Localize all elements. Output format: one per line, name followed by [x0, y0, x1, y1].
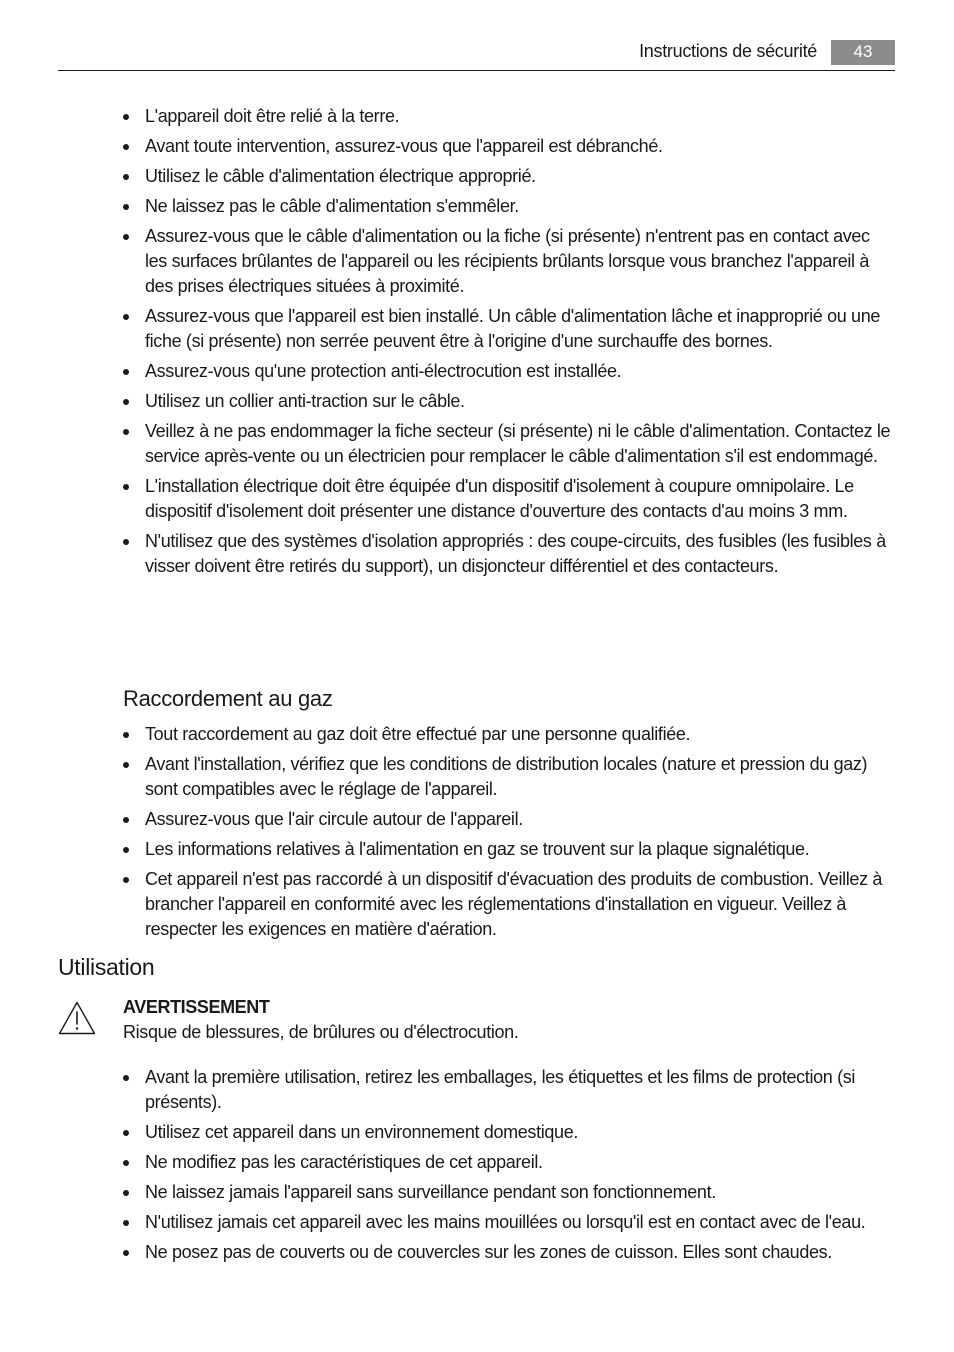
list-item: [123, 104, 895, 129]
bullet: [123, 144, 129, 150]
warning-text: Risque de blessures, de brûlures ou d'électrocution.: [123, 1022, 519, 1042]
safety-list-usage: [123, 1065, 895, 1270]
list-item: [123, 1240, 895, 1265]
bullet: [123, 762, 129, 768]
list-item-text: Utilisez cet appareil dans un environnement domestique.: [145, 1122, 579, 1142]
header-title: Instructions de sécurité: [639, 41, 817, 61]
warning-triangle-icon: [58, 1001, 96, 1035]
list-item-text: Assurez-vous que l'appareil est bien installé. Un câble d'alimentation lâche et inapproprié ou une fiche (si présente) non serrée peuvent être à l'origine d'une surchauffe des bornes.: [145, 306, 881, 351]
list-item-text: Assurez-vous que le câble d'alimentation ou la fiche (si présente) n'entrent pas en contact avec les surfaces brûlantes de l'appareil ou les récipients brûlants lorsque vous branchez l'appareil à des prises électriques situées à proximité.: [145, 226, 870, 296]
bullet: [123, 369, 129, 375]
list-item-text: Avant toute intervention, assurez-vous que l'appareil est débranché.: [145, 136, 663, 156]
bullet: [123, 732, 129, 738]
list-item-text: Utilisez un collier anti-traction sur le câble.: [145, 391, 465, 411]
list-item: [123, 722, 895, 747]
list-item-text: N'utilisez que des systèmes d'isolation appropriés : des coupe-circuits, des fusibles (les fusibles à visser doivent être retirés du support), un disjoncteur différentiel et des contacteurs.: [145, 531, 886, 576]
list-item: [123, 134, 895, 159]
list-item: [123, 529, 895, 579]
gas-connection-heading: Raccordement au gaz: [123, 686, 333, 711]
header-rule: [58, 70, 895, 71]
bullet: [123, 1075, 129, 1081]
list-item: [123, 474, 895, 524]
list-item-text: Assurez-vous que l'air circule autour de l'appareil.: [145, 809, 523, 829]
list-item: [123, 1065, 895, 1115]
bullet: [123, 817, 129, 823]
bullet: [123, 204, 129, 210]
list-item: [123, 837, 895, 862]
list-item-text: Tout raccordement au gaz doit être effectué par une personne qualifiée.: [145, 724, 691, 744]
list-item: [123, 419, 895, 469]
page-header: [58, 40, 895, 71]
list-item-text: Ne modifiez pas les caractéristiques de cet appareil.: [145, 1152, 543, 1172]
list-item: [123, 807, 895, 832]
bullet: [123, 174, 129, 180]
list-item: [123, 1180, 895, 1205]
bullet: [123, 1190, 129, 1196]
list-item: [123, 224, 895, 299]
warning-title: AVERTISSEMENT: [123, 997, 270, 1017]
bullet: [123, 1220, 129, 1226]
bullet: [123, 399, 129, 405]
list-item-text: N'utilisez jamais cet appareil avec les mains mouillées ou lorsqu'il est en contact avec de l'eau.: [145, 1212, 866, 1232]
list-item-text: Veillez à ne pas endommager la fiche secteur (si présente) ni le câble d'alimentation. Contactez le service après-vente ou un électricien pour remplacer le câble d'alimentation s'il est endommagé.: [145, 421, 891, 466]
list-item-text: Cet appareil n'est pas raccordé à un dispositif d'évacuation des produits de combustion. Veillez à brancher l'appareil en conformité avec les réglementations d'installation en vigueur. Veillez à respecter les exigences en matière d'aération.: [145, 869, 883, 939]
list-item: [123, 752, 895, 802]
list-item-text: Avant l'installation, vérifiez que les conditions de distribution locales (nature et pression du gaz) sont compatibles avec le réglage de l'appareil.: [145, 754, 868, 799]
list-item: [123, 867, 895, 942]
list-item: [123, 1120, 895, 1145]
list-item: [123, 194, 895, 219]
list-item-text: L'installation électrique doit être équipée d'un dispositif d'isolement à coupure omnipolaire. Le dispositif d'isolement doit présenter une distance d'ouverture des contacts d'au moins 3 mm.: [145, 476, 854, 521]
bullet: [123, 539, 129, 545]
list-item-text: Les informations relatives à l'alimentation en gaz se trouvent sur la plaque signalétique.: [145, 839, 810, 859]
bullet: [123, 114, 129, 120]
list-item-text: L'appareil doit être relié à la terre.: [145, 106, 400, 126]
bullet: [123, 314, 129, 320]
bullet: [123, 877, 129, 883]
list-item: [123, 1150, 895, 1175]
list-item-text: Assurez-vous qu'une protection anti-électrocution est installée.: [145, 361, 622, 381]
bullet: [123, 1250, 129, 1256]
bullet: [123, 1160, 129, 1166]
list-item-text: Avant la première utilisation, retirez les emballages, les étiquettes et les films de protection (si présents).: [145, 1067, 856, 1112]
safety-list-gas: [123, 722, 895, 947]
list-item-text: Ne laissez jamais l'appareil sans surveillance pendant son fonctionnement.: [145, 1182, 716, 1202]
page-number: 43: [831, 40, 895, 65]
list-item: [123, 304, 895, 354]
bullet: [123, 1130, 129, 1136]
list-item-text: Utilisez le câble d'alimentation électrique approprié.: [145, 166, 536, 186]
safety-list-electrical: [123, 104, 895, 584]
bullet: [123, 847, 129, 853]
list-item-text: Ne posez pas de couverts ou de couvercles sur les zones de cuisson. Elles sont chaudes.: [145, 1242, 832, 1262]
bullet: [123, 429, 129, 435]
bullet: [123, 234, 129, 240]
list-item: [123, 389, 895, 414]
list-item: [123, 164, 895, 189]
usage-heading: Utilisation: [58, 954, 155, 980]
list-item: [123, 359, 895, 384]
list-item: [123, 1210, 895, 1235]
list-item-text: Ne laissez pas le câble d'alimentation s'emmêler.: [145, 196, 519, 216]
bullet: [123, 484, 129, 490]
